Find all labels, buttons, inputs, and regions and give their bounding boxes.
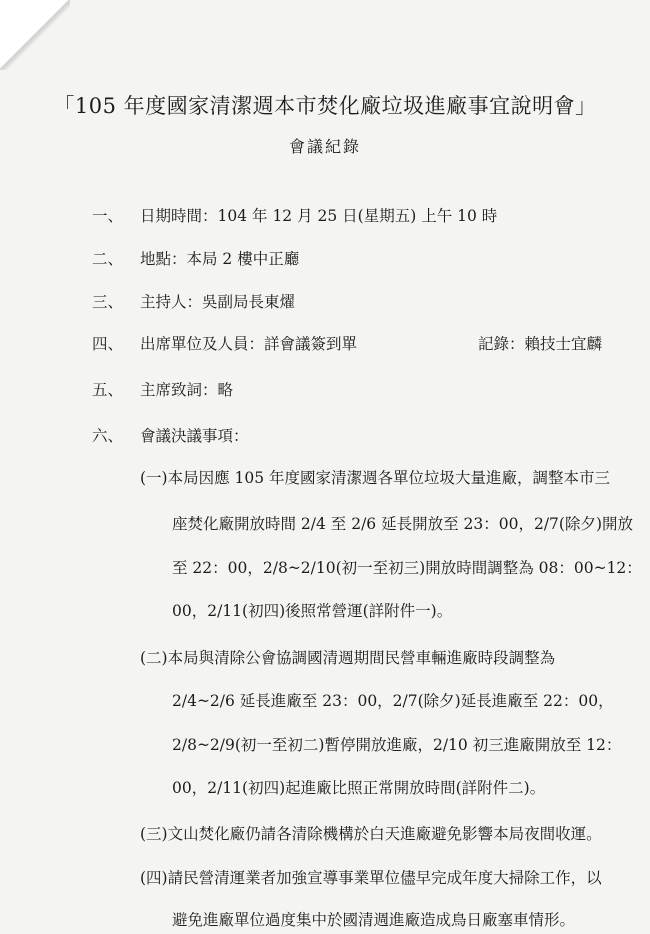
- item-number: 二、: [92, 250, 124, 268]
- resolution-1-line-1: (一)本局因應 105 年度國家清潔週各單位垃圾大量進廠，調整本市三: [140, 469, 611, 487]
- recorder-note: 記錄：賴技士宜麟: [478, 335, 603, 353]
- item-number: 五、: [92, 381, 124, 399]
- item-number: 一、: [92, 207, 124, 225]
- item-number: 三、: [92, 293, 124, 311]
- resolution-1-line-4: 00，2/11(初四)後照常營運(詳附件一)。: [172, 602, 453, 620]
- resolution-4-line-1: (四)請民營清運業者加強宣導事業單位儘早完成年度大掃除工作，以: [140, 869, 602, 887]
- resolution-2-line-4: 00，2/11(初四)起進廠比照正常開放時間(詳附件二)。: [172, 779, 546, 797]
- item-attendees: [92, 332, 357, 354]
- resolution-3-line-1: (三)文山焚化廠仍請各清除機構於白天進廠避免影響本局夜間收運。: [140, 825, 602, 843]
- page-title: 「105 年度國家清潔週本市焚化廠垃圾進廠事宜說明會」: [53, 94, 597, 118]
- folded-corner: [0, 0, 70, 70]
- item-text: 主持人：吳副局長東燿: [140, 293, 296, 311]
- item-number: 四、: [92, 335, 124, 353]
- item-location: [92, 247, 299, 269]
- item-chairperson: [92, 290, 295, 312]
- item-text: 出席單位及人員：詳會議簽到單: [140, 335, 358, 353]
- item-resolutions: [92, 424, 249, 446]
- resolution-2-line-2: 2/4~2/6 延長進廠至 23：00，2/7(除夕)延長進廠至 22：00，: [172, 692, 614, 710]
- item-chair-speech: [92, 378, 233, 400]
- item-text: 主席致詞：略: [140, 381, 234, 399]
- item-text: 會議決議事項：: [140, 427, 249, 445]
- resolution-1-line-2: 座焚化廠開放時間 2/4 至 2/6 延長開放至 23：00，2/7(除夕)開放: [172, 515, 634, 533]
- item-text: 日期時間：104 年 12 月 25 日(星期五) 上午 10 時: [140, 207, 498, 225]
- item-number: 六、: [92, 427, 124, 445]
- resolution-1-line-3: 至 22：00，2/8~2/10(初一至初三)開放時間調整為 08：00~12：: [172, 559, 642, 577]
- item-text: 地點：本局 2 樓中正廳: [140, 250, 300, 268]
- resolution-2-line-1: (二)本局與清除公會協調國清週期間民營車輛進廠時段調整為: [140, 649, 556, 667]
- page-subtitle: 會議紀錄: [288, 137, 361, 156]
- resolution-4-line-2: 避免進廠單位過度集中於國清週進廠造成鳥日廠塞車情形。: [172, 911, 576, 929]
- resolution-2-line-3: 2/8~2/9(初一至初二)暫停開放進廠，2/10 初三進廠開放至 12：: [172, 736, 622, 754]
- item-datetime: [92, 204, 497, 226]
